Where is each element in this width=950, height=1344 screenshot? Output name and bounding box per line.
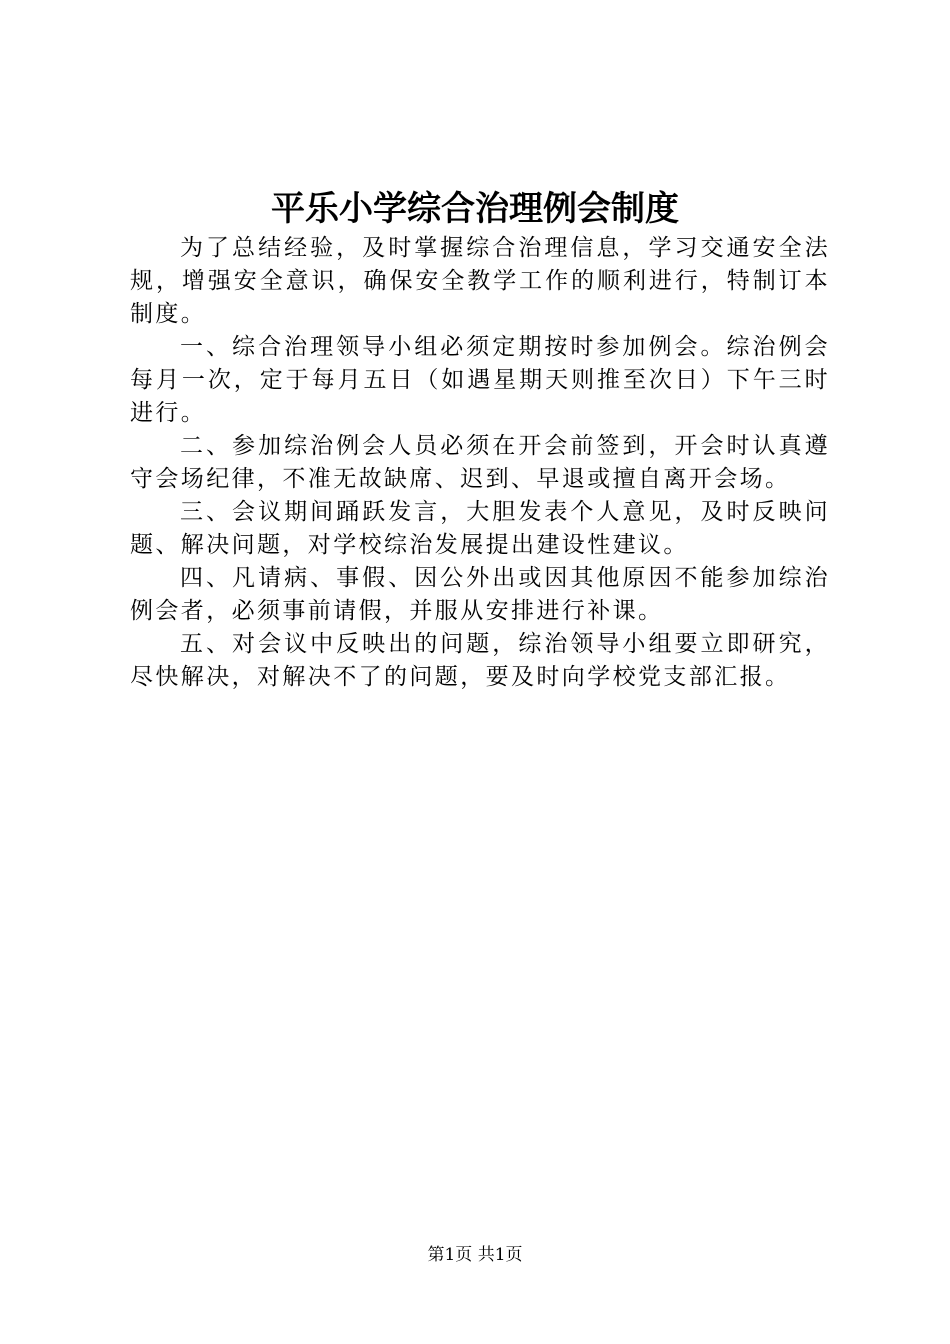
paragraph-rule-5: 五、对会议中反映出的问题，综治领导小组要立即研究，尽快解决，对解决不了的问题，要及时向学校党支部汇报。 xyxy=(130,631,830,690)
paragraph-intro: 为了总结经验，及时掌握综合治理信息，学习交通安全法规，增强安全意识，确保安全教学工作的顺利进行，特制订本制度。 xyxy=(130,235,830,327)
document-body xyxy=(130,232,830,694)
page-number-footer: 第1页 共1页 xyxy=(427,1245,523,1265)
paragraph-rule-4: 四、凡请病、事假、因公外出或因其他原因不能参加综治例会者，必须事前请假，并服从安排进行补课。 xyxy=(130,565,830,624)
paragraph-rule-2: 二、参加综治例会人员必须在开会前签到，开会时认真遵守会场纪律，不准无故缺席、迟到、早退或擅自离开会场。 xyxy=(130,433,830,492)
document-title: 平乐小学综合治理例会制度 xyxy=(271,189,679,229)
paragraph-rule-1: 一、综合治理领导小组必须定期按时参加例会。综治例会每月一次，定于每月五日（如遇星期天则推至次日）下午三时进行。 xyxy=(130,334,830,426)
paragraph-rule-3: 三、会议期间踊跃发言，大胆发表个人意见，及时反映问题、解决问题，对学校综治发展提出建设性建议。 xyxy=(130,499,830,558)
